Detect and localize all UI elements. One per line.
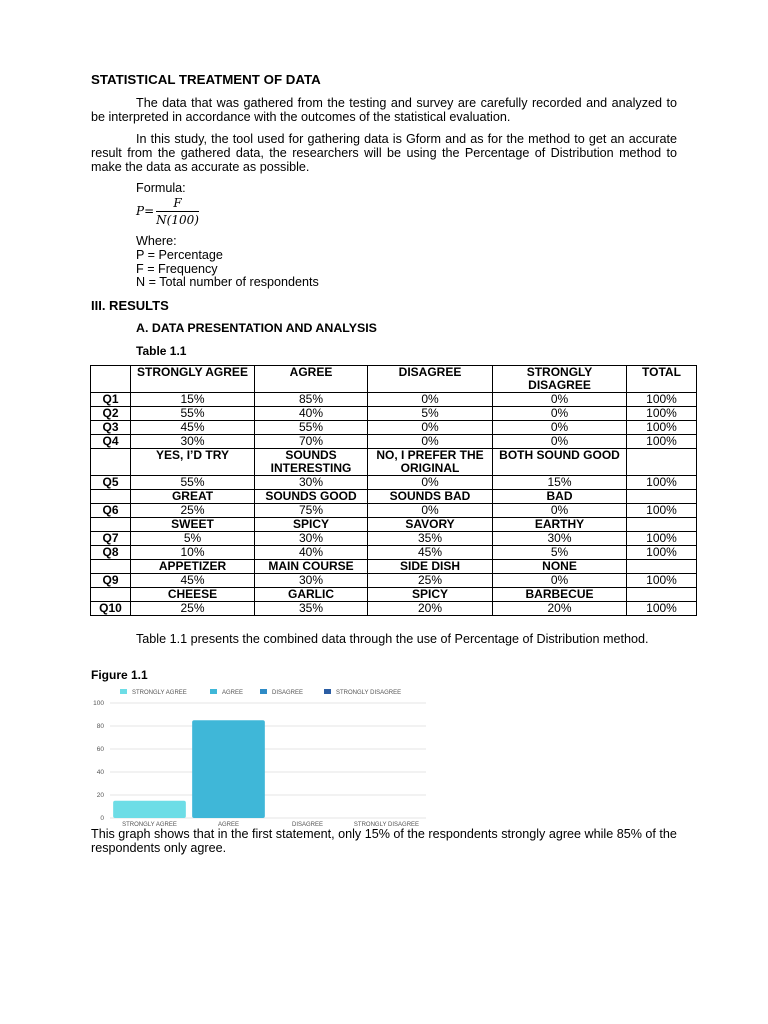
header-cell [627, 560, 697, 574]
question-label-cell [91, 588, 131, 602]
header-cell: SOUNDS INTERESTING [255, 449, 368, 476]
table-cell: 0% [368, 504, 493, 518]
table-cell: 100% [627, 407, 697, 421]
table-row [91, 421, 697, 435]
table-description: Table 1.1 presents the combined data through the use of Percentage of Distribution method. [136, 632, 649, 646]
table-cell: 100% [627, 476, 697, 490]
header-cell: YES, I’D TRY [131, 449, 255, 476]
table-cell: 40% [255, 546, 368, 560]
header-cell: DISAGREE [368, 366, 493, 393]
table-caption: Table 1.1 [136, 344, 187, 358]
header-cell: CHEESE [131, 588, 255, 602]
table-cell: 55% [255, 421, 368, 435]
table-cell: 100% [627, 393, 697, 407]
section-title: STATISTICAL TREATMENT OF DATA [91, 72, 321, 87]
table-cell: 100% [627, 421, 697, 435]
header-cell: BARBECUE [493, 588, 627, 602]
header-cell: STRONGLY DISAGREE [493, 366, 627, 393]
table-cell: 0% [368, 476, 493, 490]
bar-chart [84, 684, 434, 828]
legend-swatch [260, 689, 267, 694]
header-cell [627, 490, 697, 504]
question-label-cell: Q2 [91, 407, 131, 421]
table-cell: 0% [493, 574, 627, 588]
question-label-cell [91, 449, 131, 476]
header-cell: NONE [493, 560, 627, 574]
where-label: Where: [136, 234, 177, 248]
table-cell: 0% [493, 421, 627, 435]
header-cell: MAIN COURSE [255, 560, 368, 574]
table-cell: 45% [368, 546, 493, 560]
paragraph-data-gathering: The data that was gathered from the testing and survey are carefully recorded and analyzed to be interpreted in accordance with the outcomes of the statistical evaluation. [91, 96, 677, 124]
table-row [91, 602, 697, 616]
question-label-cell: Q1 [91, 393, 131, 407]
where-item-percentage: P = Percentage [136, 247, 223, 262]
table-cell: 5% [493, 546, 627, 560]
table-row [91, 532, 697, 546]
table-cell: 100% [627, 532, 697, 546]
header-cell: BOTH SOUND GOOD [493, 449, 627, 476]
chart-conclusion: This graph shows that in the first statement, only 15% of the respondents strongly agree while 85% of the respondents only agree. [91, 827, 677, 855]
table-cell: 0% [493, 393, 627, 407]
legend-label: STRONGLY DISAGREE [336, 690, 402, 696]
table-cell: 15% [131, 393, 255, 407]
table-cell: 30% [131, 435, 255, 449]
question-label-cell: Q6 [91, 504, 131, 518]
table-cell: 0% [493, 435, 627, 449]
results-table [90, 365, 697, 616]
header-cell [627, 449, 697, 476]
legend-label: DISAGREE [272, 690, 304, 696]
paragraph-method: In this study, the tool used for gathering data is Gform and as for the method to get an accurate result from the gathered data, the researchers will be using the Percentage of Distribution method to make the data as accurate as possible. [91, 132, 677, 174]
y-tick-label: 0 [100, 815, 104, 822]
bar [192, 720, 265, 818]
table-cell: 100% [627, 546, 697, 560]
question-label-cell [91, 518, 131, 532]
header-cell: TOTAL [627, 366, 697, 393]
table-cell: 30% [255, 574, 368, 588]
question-label-cell: Q8 [91, 546, 131, 560]
header-cell: SWEET [131, 518, 255, 532]
table-cell: 0% [368, 435, 493, 449]
table-cell: 20% [493, 602, 627, 616]
x-tick-label: STRONGLY AGREE [122, 822, 177, 828]
question-label-cell: Q3 [91, 421, 131, 435]
table-cell: 100% [627, 602, 697, 616]
y-tick-label: 20 [96, 792, 104, 799]
table-row [91, 393, 697, 407]
table-cell: 15% [493, 476, 627, 490]
header-cell: GARLIC [255, 588, 368, 602]
legend-swatch [120, 689, 127, 694]
table-cell: 85% [255, 393, 368, 407]
formula-lhs: P= [136, 204, 155, 218]
table-cell: 25% [131, 504, 255, 518]
table-header-row [91, 366, 697, 393]
subsection-title: A. DATA PRESENTATION AND ANALYSIS [136, 321, 377, 335]
table-header-row [91, 588, 697, 602]
header-cell: AGREE [255, 366, 368, 393]
table-cell: 20% [368, 602, 493, 616]
table-header-row [91, 449, 697, 476]
header-cell [627, 588, 697, 602]
question-label-cell: Q7 [91, 532, 131, 546]
header-cell: EARTHY [493, 518, 627, 532]
legend-label: AGREE [222, 690, 244, 696]
header-cell: SPICY [255, 518, 368, 532]
table-row [91, 574, 697, 588]
table-cell: 25% [368, 574, 493, 588]
header-cell: SOUNDS BAD [368, 490, 493, 504]
where-block [136, 235, 319, 290]
table-cell: 30% [255, 532, 368, 546]
x-tick-label: STRONGLY DISAGREE [353, 822, 420, 828]
formula-numerator: F [156, 196, 199, 212]
table-cell: 0% [368, 421, 493, 435]
x-tick-label: AGREE [217, 822, 240, 828]
header-cell: SPICY [368, 588, 493, 602]
question-label-cell: Q10 [91, 602, 131, 616]
results-title: III. RESULTS [91, 298, 169, 313]
header-cell: STRONGLY AGREE [131, 366, 255, 393]
table-cell: 5% [368, 407, 493, 421]
y-tick-label: 100 [93, 700, 104, 707]
figure-caption: Figure 1.1 [91, 668, 148, 682]
table-cell: 35% [368, 532, 493, 546]
where-item-respondents: N = Total number of respondents [136, 275, 319, 290]
header-cell: NO, I PREFER THE ORIGINAL [368, 449, 493, 476]
table-cell: 40% [255, 407, 368, 421]
question-label-cell [91, 366, 131, 393]
table-cell: 25% [131, 602, 255, 616]
header-cell: SOUNDS GOOD [255, 490, 368, 504]
table-cell: 10% [131, 546, 255, 560]
table-row [91, 476, 697, 490]
table-row [91, 546, 697, 560]
table-cell: 45% [131, 574, 255, 588]
question-label-cell [91, 560, 131, 574]
question-label-cell: Q4 [91, 435, 131, 449]
legend-label: STRONGLY AGREE [132, 690, 187, 696]
table-header-row [91, 518, 697, 532]
table-cell: 0% [368, 393, 493, 407]
table-cell: 100% [627, 435, 697, 449]
table-cell: 30% [493, 532, 627, 546]
table-cell: 70% [255, 435, 368, 449]
formula-fraction [156, 196, 199, 227]
table-cell: 35% [255, 602, 368, 616]
y-tick-label: 80 [96, 723, 104, 730]
table-cell: 100% [627, 574, 697, 588]
table-cell: 0% [493, 504, 627, 518]
table-cell: 75% [255, 504, 368, 518]
header-cell: APPETIZER [131, 560, 255, 574]
table-cell: 55% [131, 476, 255, 490]
table-cell: 100% [627, 504, 697, 518]
header-cell: GREAT [131, 490, 255, 504]
table-cell: 55% [131, 407, 255, 421]
legend-swatch [324, 689, 331, 694]
table-cell: 0% [493, 407, 627, 421]
question-label-cell [91, 490, 131, 504]
table-row [91, 435, 697, 449]
formula-denominator: N(100) [156, 213, 199, 227]
legend-swatch [210, 689, 217, 694]
header-cell [627, 518, 697, 532]
table-header-row [91, 560, 697, 574]
question-label-cell: Q5 [91, 476, 131, 490]
table-header-row [91, 490, 697, 504]
header-cell: SIDE DISH [368, 560, 493, 574]
table-cell: 5% [131, 532, 255, 546]
where-item-frequency: F = Frequency [136, 261, 218, 276]
table-cell: 30% [255, 476, 368, 490]
y-tick-label: 60 [96, 746, 104, 753]
table-row [91, 407, 697, 421]
formula-label: Formula: [136, 181, 186, 195]
percentage-formula [136, 196, 199, 227]
x-tick-label: DISAGREE [291, 822, 324, 828]
question-label-cell: Q9 [91, 574, 131, 588]
header-cell: SAVORY [368, 518, 493, 532]
header-cell: BAD [493, 490, 627, 504]
table-row [91, 504, 697, 518]
table-cell: 45% [131, 421, 255, 435]
y-tick-label: 40 [96, 769, 104, 776]
bar [113, 801, 186, 818]
